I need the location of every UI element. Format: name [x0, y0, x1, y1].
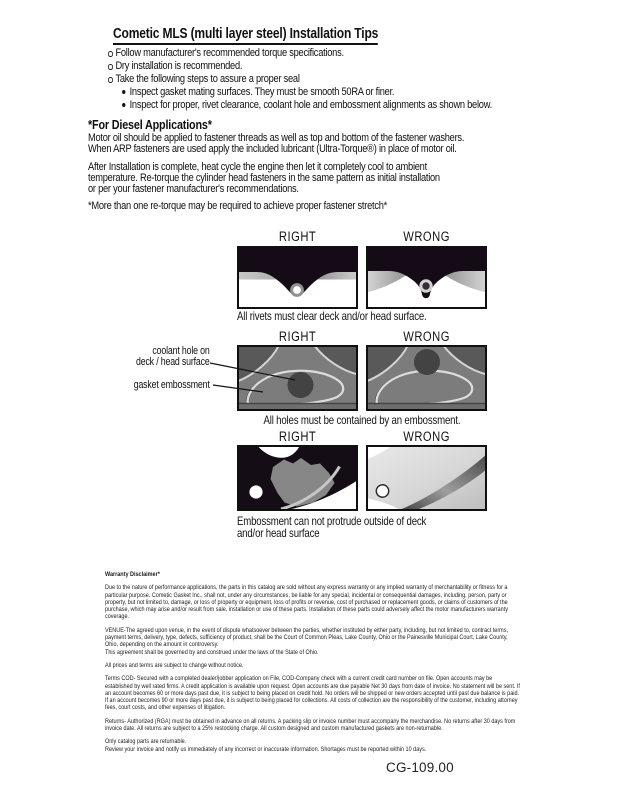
tip-bullet: Take the following steps to assure a proper seal	[108, 73, 492, 86]
review-invoice-line: Review your invoice and notify us immediately of any incorrect or inaccurate information. Shortages must be reported within 10 days.	[105, 745, 427, 753]
open-bullet-icon	[108, 51, 113, 57]
open-bullet-icon	[108, 77, 113, 83]
diesel-note: *More than one re-torque may be required to achieve proper fastener stretch*	[88, 200, 388, 212]
page-title-text: Cometic MLS (multi layer steel) Installation Tips	[113, 26, 378, 45]
coolant-hole-caption: All holes must be contained by an embossment.	[263, 414, 461, 427]
embossment-right-panel-illustration	[237, 445, 358, 511]
tip-bullet: Dry installation is recommended.	[108, 60, 492, 73]
diesel-paragraph-2: After Installation is complete, heat cycle the engine then let it completely cool to ambient temperature. Re-torque the cylinder head fasteners in the same pattern as initial installation or per your fastener manufacturer's recommendations.	[88, 161, 440, 195]
warranty-paragraph: Due to the nature of performance applications, the parts in this catalog are sold without any express warranty or any implied warranty of merchantability or fitness for a particular purpose. Cometic Gasket Inc., shall not, under any circumstances, be liable for any special, incidental or consequential damages, including, person, party or property, but not limited to, damage, or loss of property or equipment, loss of profits or revenue, cost of purchased or replacement goods, or claims of customers of the purchase, which may arise and/or result from sale, installation or use of these parts. Installation of these parts could adversely affect the motor manufacturers warranty coverage.	[105, 584, 508, 621]
rivet-wrong-panel-illustration	[366, 246, 487, 309]
prices-terms-line: All prices and terms are subject to change without notice.	[105, 661, 244, 669]
open-bullet-icon	[108, 64, 113, 70]
wrong-label: WRONG	[403, 229, 450, 244]
wrong-label: WRONG	[403, 429, 450, 444]
coolant-hole-wrong-panel-illustration	[366, 345, 487, 411]
warranty-fine-print	[105, 571, 520, 753]
catalog-parts-line: Only catalog parts are returnable.	[105, 738, 187, 746]
right-label: RIGHT	[278, 429, 317, 444]
embossment-caption: Embossment can not protrude outside of deck and/or head surface	[237, 515, 427, 540]
right-label: RIGHT	[278, 329, 317, 344]
page-title	[113, 26, 378, 45]
venue-paragraph: VENUE-The agreed upon venue, in the event of dispute whatsoever between the parties, whether instituted by either party, including, but not limited to, contract terms, payment terms, delivery, type, defects, sufficiency of product, shall be the Court of Common Pleas, Lake County, Ohio or the Painesville Municipal Court, Lake County, Ohio, depending on the amount in controversy.	[105, 626, 508, 649]
embossment-wrong-panel-illustration	[366, 445, 487, 511]
coolant-hole-right-panel-illustration	[237, 345, 358, 411]
tip-bullet: Follow manufacturer's recommended torque specifications.	[108, 47, 492, 60]
returns-paragraph: Returns- Authorized (RGA) must be obtained in advance on all returns. A packing slip or invoice number must accompany the merchandise. No returns after 30 days from invoice date. All returns are subject to a 25% restocking charge. All custom designed and custom manufactured gaskets are non-returnable.	[105, 717, 516, 733]
tip-sub-bullet: Inspect gasket mating surfaces. They must be smooth 50RA or finer.	[122, 86, 492, 99]
filled-bullet-icon	[122, 90, 125, 94]
rivet-right-panel-illustration	[237, 246, 358, 309]
page-number: CG-109.00	[386, 760, 454, 775]
tip-sub-bullet: Inspect for proper, rivet clearance, coolant hole and embossment alignments as shown below.	[122, 99, 492, 112]
diesel-heading: *For Diesel Applications*	[88, 117, 212, 132]
installation-tips-list	[108, 47, 492, 112]
rivet-caption: All rivets must clear deck and/or head surface.	[237, 310, 427, 323]
warranty-heading: Warranty Disclaimer*	[105, 571, 160, 578]
governing-law-line: This agreement shall be governed by and construed under the laws of the State of Ohio.	[105, 648, 319, 656]
terms-cod-paragraph: Terms COD- Secured with a completed dealer/jobber application on File, COD-Company check with a current credit card number on file. Open accounts may be established by well rated firms. A credit application is available upon request. Open accounts are due payable Net 30 days from date of invoice. No statement will be sent. If an account becomes 60 or more days past due, it is subject to being placed on credit hold. No orders will be shipped or new orders accepted until past due balance is paid. If an account becomes 90 or more days past due, it is subject to being placed for collections. All costs of collection are the responsibility of the customer, including attorney fees, court costs, and other expenses of litigation.	[105, 675, 520, 712]
right-label: RIGHT	[278, 229, 317, 244]
annotation-gasket-embossment-label: gasket embossment	[133, 379, 210, 391]
wrong-label: WRONG	[403, 329, 450, 344]
annotation-coolant-hole-label: coolant hole on deck / head surface	[136, 345, 210, 368]
diesel-paragraph-1: Motor oil should be applied to fastener threads as well as top and bottom of the fastener washers. When ARP fasteners are used apply the included lubricant (Ultra-Torque®) in place of motor oil.	[88, 132, 465, 155]
filled-bullet-icon	[122, 103, 125, 107]
